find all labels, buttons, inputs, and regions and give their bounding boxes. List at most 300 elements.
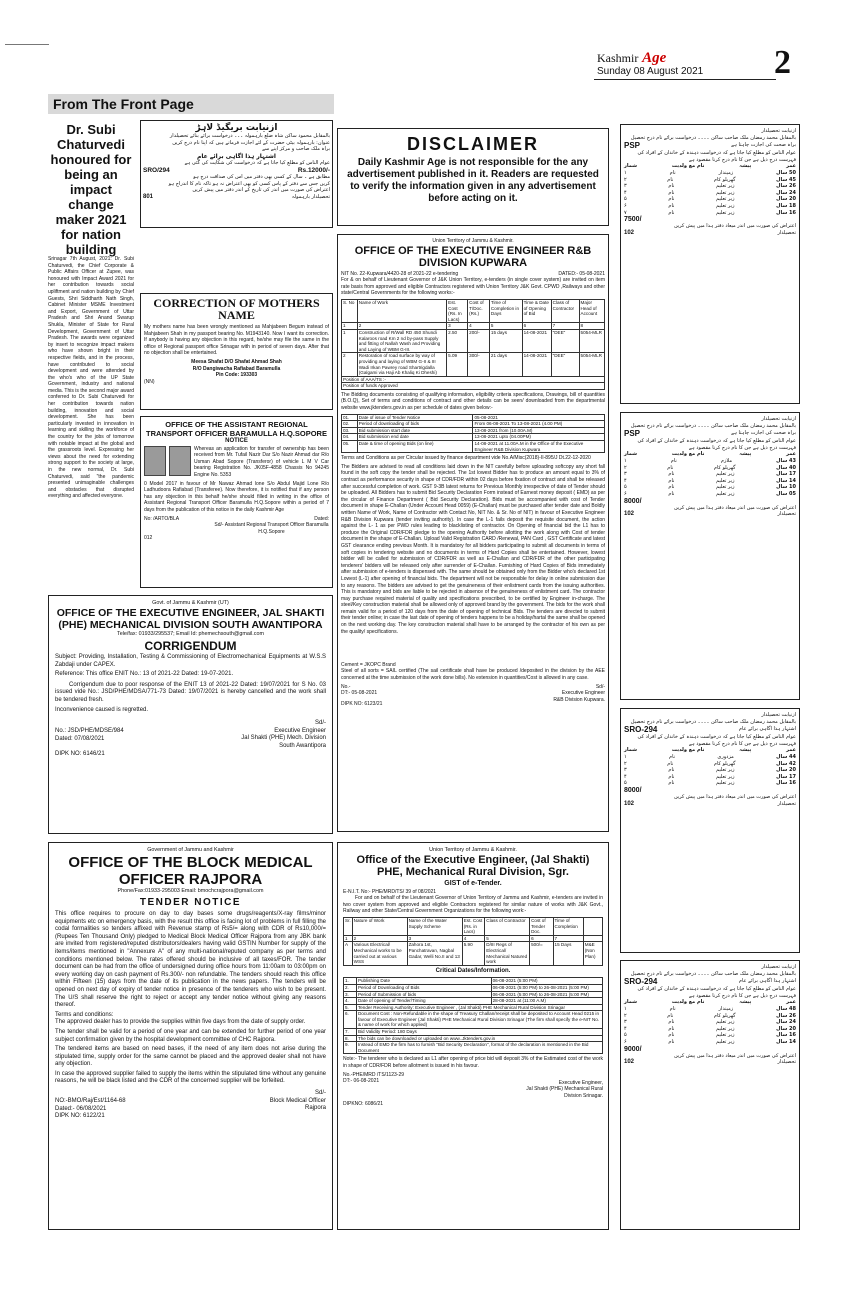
rb-r2-c4: 300/- — [468, 353, 490, 376]
urdu-cell: نام — [669, 753, 676, 760]
urdu-cell: 26 سال — [776, 183, 796, 190]
rb-sign3: R&B Division Kupwara. — [553, 696, 605, 703]
bmo-phone: Phone/Fax:01933-295003 Email: bmochcrajpora@gmail.com — [117, 888, 264, 894]
un3-h2: نام مع ولدیت — [671, 747, 705, 754]
urdu-cell: نام — [668, 477, 675, 484]
arto-no: No: /ARTO/BLA — [144, 515, 180, 522]
list-item — [624, 754, 796, 761]
un3-h1: شمار — [624, 747, 638, 754]
urdu-cell: 14 سال — [776, 1038, 796, 1045]
arto-dated: Dated: — [314, 515, 329, 522]
phe-sgr-num-6: 6 — [530, 935, 553, 942]
phe-sgr-title: Office of the Executive Engineer, (Jal Shakti) PHE, Mechanical Rural Division, Sgr. — [356, 854, 590, 878]
un1-header — [624, 163, 796, 170]
urdu-cell: زیر تعلیم — [716, 477, 735, 484]
urdu-cell: نام — [668, 767, 675, 774]
urdu-cell: نام — [667, 176, 674, 183]
disclaimer-text: Daily Kashmir Age is not responsible for the any advertisement published in it. Readers are requested to verify the information given in any advertisement before acting on it. — [347, 157, 599, 204]
rb-dated: DATED:- 05-08-2021 — [558, 270, 605, 277]
list-item — [624, 203, 796, 210]
urdu-cell: نام — [668, 484, 675, 491]
urdu-cell: نام — [667, 1012, 674, 1019]
phe-sgr-d9-b: Instead of EMD the firm has to furnish "Bid Security Declaration", format of the declaration is mentioned in the Bid Document — [356, 1042, 602, 1054]
correction-name: Meesa Shafat D/O Shafat Ahmad Shah — [191, 358, 282, 365]
urdu-cell: گھریلو کام — [713, 1012, 736, 1019]
rb-sign2: Executive Engineer — [561, 690, 605, 697]
un4-number: 102 — [624, 1059, 635, 1066]
table-row — [342, 434, 605, 441]
un4-footer: اعتراض کی صورت میں اندر میعاد دفتر ہذا میں پیش کریں — [673, 1052, 796, 1059]
bmo-dipk: DIPK NO: 6122/21 — [55, 1113, 105, 1120]
table-row — [344, 978, 603, 985]
table-row — [342, 414, 605, 421]
un3-number: 102 — [624, 800, 635, 807]
urdu-cell: نام — [668, 773, 675, 780]
urdu-cell: 17 سال — [776, 773, 796, 780]
phe-south-dated: Dated: 07/08/2021 — [55, 735, 105, 742]
urdu-cell: 24 سال — [776, 1019, 796, 1026]
un2-h2: نام مع ولدیت — [671, 451, 705, 458]
un1-body: عوام الناس کو مطلع کیا جاتا ہے کہ درخواست دہندہ کے خاندان کے افراد کی فہرست درج ذیل ہے جن کا نام درج کرنا مقصود ہے — [637, 150, 796, 163]
rb-r2-c5: 21 days — [489, 353, 522, 376]
bmo-para1: This office requires to procure on day to day bases some drugs/reagents/X-ray films/minor equipments etc on emergency basis, with the result this office is facing lot of problems in full filling the codal formalities so tenders affixed with Revenue stamp of Rs5/= along with CDR of Rs10,000/=(Rupees Ten Thousand Only) pledged to Medical Block Medical Officer Rajpora from any JBK bank are invited from registered/reputed distributors/dealers having valid GSTIN Number for supply of the items/items mentioned in "Annexure A" of any multi-national/reputed company as per terms and conditions mentioned below. The rates offered should be inclusive of all taxes/FOR. The tender document can be had from the office of undersigned during office hours from 11:00am to 03:00pm on every working day on cash payment of Rs.300/- non refundable. The tenders should reach this office within Fifteen (15) days from the date of its publication in the news papers. The tenders will be opened on next day of expiry of tender notice in presence of the tenderers who wish to be present. The U/S shall reserve the right to reject or accept any tender notice without giving any reasons thereof. — [55, 911, 326, 1009]
urdu-cell: زیر تعلیم — [716, 1038, 735, 1045]
list-item — [624, 465, 796, 472]
phe-sgr-r-5: D/III Regs of Electrical/ Mechanical Natured work — [485, 942, 530, 965]
urdu-cell: زمیندار — [718, 169, 734, 176]
masthead-date: Sunday 08 August 2021 — [597, 66, 704, 77]
rb-num-4: 4 — [468, 323, 490, 330]
rb-s1-b: Date of issue of Tender Notice — [357, 414, 473, 421]
phe-south-dipk: DIPK NO: 6146/21 — [55, 751, 105, 758]
urdu-cell: نام — [668, 1019, 675, 1026]
phe-sgr-num-4: 4 — [462, 935, 485, 942]
phe-sgr-d5-a: 5. — [344, 1004, 357, 1011]
urdu-notice-line-5: عوام الناس کو مطلع کیا جاتا ہے کہ درخواست کی شکایت کی گئی ہے — [184, 160, 330, 167]
phe-south-sign4: South Awantipora — [279, 742, 326, 749]
rb-ut: Union Territory of Jammu & Kashmir. — [432, 238, 514, 244]
rb-s5-b: Date & time of opening Bids (on line) — [357, 441, 473, 453]
urdu-family-notice-2 — [620, 412, 800, 700]
urdu-cell: ۴ — [624, 477, 627, 484]
list-item — [624, 183, 796, 190]
urdu-family-notice-3 — [620, 708, 800, 953]
arto-title: OFFICE OF THE ASSISTANT REGIONAL TRANSPORT OFFICER BARAMULLA H.Q.SOPORE — [146, 420, 327, 438]
un4-title: ازنیابت تحصیلدار — [761, 964, 796, 970]
rb-th-sno: S. No — [342, 299, 358, 322]
urdu-cell: نام — [668, 1038, 675, 1045]
rb-r2-c8: 5054-MLR — [579, 353, 604, 376]
urdu-cell: 18 سال — [776, 202, 796, 209]
phe-sgr-note: Note:- The tenderer who is declared as L1 after opening of price bid will deposit 3% of the Estimated cost of the work in shape of CDR/FDR before allotment is issued in his favour. — [343, 1056, 603, 1070]
rb-r1-c6: 14-08-2021 — [522, 329, 551, 352]
rb-s3-a: 03. — [342, 427, 358, 434]
un4-psp: SRO-294 — [624, 977, 658, 987]
phe-south-regret: Inconvenience caused is regretted. — [55, 706, 149, 713]
urdu-cell: نام — [668, 202, 675, 209]
un4-fee: 9000/ — [624, 1045, 642, 1053]
arto-sign: Sd/- Assistant Regional Transport Officer Baramulla H.Q.Sopore — [214, 522, 329, 535]
un3-footer: اعتراض کی صورت میں اندر میعاد دفتر ہذا میں پیش کریں — [673, 793, 796, 800]
un3-header — [624, 747, 796, 754]
un1-h3: پیشہ — [739, 163, 752, 170]
list-item — [624, 780, 796, 787]
un3-psp: SRO-294 — [624, 725, 658, 735]
list-item — [624, 767, 796, 774]
list-item — [624, 210, 796, 217]
bmo-para3: The tender shall be valid for a period of one year and can be extended for further period of one year subject confirmation given by the hospital development committee of CHC Rajpora. — [55, 1028, 326, 1043]
phe-south-subtitle: CORRIGENDUM — [144, 639, 237, 653]
rb-r1-c7: "DEE" — [551, 329, 579, 352]
phe-sgr-intro: For and on behalf of the Lieutenant Governor of Union Territory of Jammu and Kashmir, e-tenders are invited in two cover system from approved and eligible Contractors registered for similar nature of works with J&K Govt., Railway and other State/Central Government Organizations for the following work:- — [343, 895, 603, 915]
un2-body: عوام الناس کو مطلع کیا جاتا ہے کہ درخواست دہندہ کے خاندان کے افراد کی فہرست درج ذیل ہے جن کا نام درج کرنا مقصود ہے — [637, 438, 796, 451]
arto-notice — [140, 416, 333, 588]
arto-photo — [144, 446, 166, 476]
phe-sgr-r-7: 15 Days — [553, 942, 583, 965]
rb-title: OFFICE OF THE EXECUTIVE ENGINEER R&B DIVISION KUPWARA — [354, 244, 592, 269]
phe-sgr-dt: DT:- 06-08-2021 — [343, 1078, 380, 1085]
rb-s2-b: Period of downloading of bids — [357, 421, 473, 428]
urdu-cell: زیر تعلیم — [716, 773, 735, 780]
bmo-para5: In case the approved supplier failed to supply the items within the stipulated time without any genuine reasons, he will be black listed and the CDR of the concerned supplier will be forfeited. — [55, 1070, 326, 1085]
phe-sgr-d5-b: Tender Receiving Authority: Executive Engineer , (Jal Shakti) PHE Mechanical Rural Division Srinagar — [356, 1004, 602, 1011]
urdu-cell: ۳ — [624, 1019, 627, 1026]
urdu-cell: ۵ — [624, 780, 627, 787]
un1-psp: PSP — [624, 141, 641, 151]
urdu-notice-line-8: اعتراض کی صورت میں اندر کی تاریخ کے اندر دفتر میں پیش کریں — [192, 187, 330, 194]
urdu-notice-tehsildar — [140, 120, 333, 228]
un3-sign: تحصیلدار — [777, 800, 796, 807]
urdu-cell: نام — [670, 457, 677, 464]
phe-sgr-th-7: Time of Completion — [553, 917, 583, 935]
list-item — [624, 1013, 796, 1020]
urdu-cell: 44 سال — [776, 753, 796, 760]
rb-intro: For & on behalf of Lieutenant Governor of J&K Union Territory, e-tenders (in single cover system) are invited on item rate basis from approved and eligible Contractors registered with Union Territory J&K Govt. CPWD ,Railways and other state/Central Governments for the following works:- — [341, 277, 605, 297]
un2-intro: بالمقابل محمد رمضان ملک صاحب ساکن ۔۔۔۔ درخواست برائے نام درج تحصیل — [630, 422, 796, 429]
table-row — [344, 991, 603, 998]
table-row — [344, 984, 603, 991]
arto-body: 0 Model 2017 in favour of Mr Nawaz Ahmad lone S/o Abdul Majid Lone R/o Ladhudoora Rafiabad (Transferee). Now therefore, it is notified that if any person has any objection in this behalf he/she should filled in writing in the office of Assistant Regional Transport Officer Baramulla H.Q.Sopore within a period of 7 days from the publication of this notice in the daily Kashmir Age — [144, 480, 329, 513]
phe-sgr-th-4: Est. Cost (Rs. in Lacs) — [462, 917, 485, 935]
rb-dt: DT:- 05-08-2021 — [341, 690, 378, 697]
phe-sgr-d6-b: Document Cost : Non-Refundable in the shape of Treasury Challan/receipt shall be deposited to Account Head 0215 in favour of Executive Engineer (Jal Shakti) PHE Mechanical Rural Division Srinagar (The firm shall specify the e-NIT No. & name of work for which applied) — [356, 1011, 602, 1029]
bmo-title: OFFICE OF THE BLOCK MEDICAL OFFICER RAJPORA — [68, 854, 313, 888]
un3-sub: اشتہار ہذا اگاہی برائے عام — [738, 726, 796, 733]
phe-sgr-th-5: Class of Contractor — [485, 917, 530, 935]
table-row — [342, 441, 605, 453]
urdu-cell: گھریلو کام — [713, 760, 736, 767]
un2-h1: شمار — [624, 451, 638, 458]
rb-r1-c3: 2.50 — [447, 329, 468, 352]
urdu-cell: نام — [668, 189, 675, 196]
urdu-cell: ۷ — [624, 209, 627, 216]
rb-sign1: Sd/- — [595, 683, 605, 690]
un4-header — [624, 999, 796, 1006]
arto-body-top: Whereas an application for transfer of ownership has been received from Mr. Tufail Nazir Dar S/o Nazir Ahmad dar R/o Usman Abad Sopore (Transferor) of vehicle L M V Car bearing Registration No. JK05F-4858 Chassis No 94245 Engine No. 5353 — [194, 445, 329, 478]
urdu-cell: ۴ — [624, 189, 627, 196]
phe-sgr-nit: E-N.I.T. No:- PHE/MRD/TS/ 39 of 08/2021 — [343, 888, 437, 895]
rb-r2-c6: 14-08-2021 — [522, 353, 551, 376]
correction-notice — [140, 293, 333, 410]
un2-sign: تحصیلدار — [777, 511, 796, 518]
phe-sgr-r-1: A — [344, 942, 353, 965]
phe-sgr-dates-table — [343, 977, 603, 1054]
rb-num-2: 2 — [357, 323, 446, 330]
un1-sign: تحصیلدار — [777, 229, 796, 236]
rb-works-table — [341, 299, 605, 390]
urdu-cell: نام — [668, 1032, 675, 1039]
rb-r1-c2: Construction of R/Wall RD 450 Shundi Kalaroos road Km 2 nd by-pass Supply and fitting of Nallah Wash and Providing and Laying of WBM G-III. — [357, 329, 446, 352]
phe-sgr-r-4: 5.90 — [462, 942, 485, 965]
urdu-cell: نام — [668, 196, 675, 203]
phe-srinagar-notice — [337, 842, 609, 1230]
rb-pos2: Position of funds Approved — [342, 383, 605, 390]
urdu-cell: ۱ — [624, 457, 627, 464]
phe-sgr-th-1: Sr. — [344, 917, 353, 935]
urdu-cell: 16 سال — [776, 780, 796, 787]
urdu-cell: زیر تعلیم — [716, 1025, 735, 1032]
urdu-notice-sro: SRO/294 — [143, 166, 170, 174]
list-item — [624, 170, 796, 177]
phe-south-no: No.: JSD/PHE/MDSE/984 — [55, 728, 124, 735]
correction-tag: (NN) — [144, 378, 155, 385]
urdu-cell: نام — [668, 471, 675, 478]
urdu-cell: ۲ — [624, 760, 627, 767]
urdu-cell: ۵ — [624, 196, 627, 203]
phe-sgr-d7-a: 7. — [344, 1029, 357, 1036]
un1-footer: اعتراض کی صورت میں اندر میعاد دفتر ہذا میں پیش کریں — [673, 223, 796, 230]
urdu-cell: زیر تعلیم — [716, 780, 735, 787]
phe-sgr-dates-title: Critical Dates/Information. — [435, 967, 511, 974]
list-item — [624, 1019, 796, 1026]
phe-sgr-num-2: 2 — [352, 935, 407, 942]
list-item — [624, 458, 796, 465]
bmo-notice — [48, 842, 333, 1230]
phe-sgr-d1-b: Publishing Date — [356, 978, 491, 985]
rb-s4-c: 13-08-2021 upto (04.00PM) — [473, 434, 605, 441]
list-item — [624, 491, 796, 498]
un4-h3: پیشہ — [739, 999, 752, 1006]
list-item — [624, 1006, 796, 1013]
phe-south-sign1: Sd/- — [314, 720, 326, 727]
phe-sgr-r-8: M&E (Non Plan) — [583, 942, 602, 965]
rb-r1-c4: 200/- — [468, 329, 490, 352]
urdu-cell: 42 سال — [776, 760, 796, 767]
phe-sgr-sign1: Executive Engineer, — [558, 1079, 603, 1086]
urdu-cell: 48 سال — [776, 1005, 796, 1012]
bmo-para2: The approved dealer has to provide the supplies within five days from the date of supply order. — [55, 1019, 306, 1026]
phe-sgr-d3-b: Period of Submission of bids — [356, 991, 491, 998]
phe-sgr-r-3: Zahora 1st, Panchatravan, Nagbal Gadar, Welli No.II and 13 — [407, 942, 462, 965]
phe-sgr-d4-b: Date of opening of Tender/Timing — [356, 998, 491, 1005]
phe-sgr-d6-a: 6. — [344, 1011, 357, 1029]
rb-r2-c7: "DEE" — [551, 353, 579, 376]
list-item — [624, 761, 796, 768]
urdu-notice-line-2: عنوان: بارہمولہ بیٹی حضرت کے لئے اجازت فرماتے ہیں کہ اپنا نام درج کریں — [172, 139, 330, 146]
un1-intro: بالمقابل محمد رمضان ملک صاحب ساکن ۔۔۔۔ درخواست برائے نام درج تحصیل — [630, 134, 796, 141]
urdu-family-notice-1 — [620, 124, 800, 404]
list-item — [624, 1039, 796, 1046]
phe-sgr-d9-a: 9. — [344, 1042, 357, 1054]
urdu-notice-line-3: براہ ملک صاحب و مرکز اپنے سے — [262, 146, 330, 153]
urdu-cell: ملازم — [720, 457, 733, 464]
top-left-rule — [5, 44, 49, 45]
urdu-notice-line-6: مطابق ہے ۔ سال کے کسی بھی دفتر میں اس کی صداقت درج ہو — [193, 173, 330, 180]
rb-num-6: 6 — [522, 323, 551, 330]
rb-no: No.- — [341, 683, 351, 690]
rb-nit: NIT No. 22-Kupwara/4420-28 of 2021-22 e-tendering — [341, 270, 459, 277]
phe-south-tel: Tele/fax: 01933/295537; Email Id: phemechsouth@gmail.com — [117, 631, 264, 637]
phe-sgr-subtitle: GIST of e-Tender. — [444, 880, 502, 887]
urdu-cell: نام — [667, 760, 674, 767]
phe-south-sign3: Jal Shakti (PHE) Mech. Division — [241, 735, 326, 742]
urdu-cell: زیر تعلیم — [716, 484, 735, 491]
urdu-cell: ۶ — [624, 202, 627, 209]
rb-num-8: 8 — [579, 323, 604, 330]
urdu-cell: زیر تعلیم — [716, 196, 735, 203]
rb-cement: Cement = JKOPC Brand — [341, 661, 396, 668]
phe-sgr-d7-b: Bid Validity Period: 180 Days — [356, 1029, 602, 1036]
list-item — [624, 478, 796, 485]
un1-number: 102 — [624, 229, 635, 236]
urdu-cell: نام — [669, 169, 676, 176]
rb-s5-c: 14-08-2021 at 11.00A.M in the Office of the Executive Engineer R&B Division Kupwara — [473, 441, 605, 453]
rb-th-cost: Est. Cost (Rs. In Lacs) — [447, 299, 468, 322]
urdu-cell: زیر تعلیم — [716, 202, 735, 209]
urdu-cell: زیر تعلیم — [716, 1019, 735, 1026]
urdu-cell: ۱ — [624, 169, 627, 176]
un2-sub: براہ صحت کی اجازت چاہتا ہے — [731, 430, 796, 437]
rb-r2-c1: 2 — [342, 353, 358, 376]
rb-dipk: DIPK NO: 6123/21 — [341, 700, 383, 707]
rb-r2-c2: Restoration of road surface by way of providing and laying of WBM G-II & III Wadi Irkan Pawrey road Shartrigdalla (Galgami via Haji Ab Khaliq Ki Dheshi) — [357, 353, 446, 376]
un2-h3: پیشہ — [739, 451, 752, 458]
table-row — [344, 942, 603, 965]
table-row — [342, 427, 605, 434]
rb-s2-a: 02. — [342, 421, 358, 428]
brand-age: Age — [642, 50, 667, 66]
un1-h2: نام مع ولدیت — [671, 163, 705, 170]
phe-sgr-works-table — [343, 917, 603, 966]
correction-address: R/O Dangiwacha Rafiabad Baramulla — [192, 365, 281, 372]
rb-pos1: Position of AAA/TS :- — [342, 376, 605, 383]
list-item — [624, 471, 796, 478]
un2-h4: عمر — [786, 451, 796, 458]
urdu-cell: نام — [668, 780, 675, 787]
phe-south-title: OFFICE OF THE EXECUTIVE ENGINEER, JAL SHAKTI (PHE) MECHANICAL DIVISION SOUTH AWANTIPORA — [56, 607, 325, 631]
urdu-cell: نام — [668, 1025, 675, 1032]
rb-s4-b: Bid submission end date — [357, 434, 473, 441]
rb-s1-c: 05-08-2021 — [473, 414, 605, 421]
phe-sgr-d3-a: 3. — [344, 991, 357, 998]
un1-fee: 7500/ — [624, 216, 642, 224]
urdu-cell: مزدوری — [717, 753, 734, 760]
rb-steel: Steel of all sorts = SAIL certified (The sail certificate shall have be produced /deposited in the division by the AEE concerned at the time submission of the work done bills). No extension in quantities/Cost is allowed in any case. — [341, 668, 605, 681]
urdu-notice-signature: تحصیلدار بارہمولہ — [291, 193, 330, 200]
bmo-sign2: Block Medical Officer — [269, 1097, 326, 1104]
phe-sgr-num-1: 1 — [344, 935, 353, 942]
un4-sub: اشتہار ہذا اگاہی برائے عام — [738, 978, 796, 985]
phe-sgr-sign2: Jal Shakti (PHE) Mechanical Rural — [526, 1086, 603, 1093]
rb-num-3: 3 — [447, 323, 468, 330]
table-row — [344, 998, 603, 1005]
un3-title: ازنیابت تحصیلدار — [761, 712, 796, 718]
urdu-cell: نام — [667, 464, 674, 471]
rb-r1-c1: 1 — [342, 329, 358, 352]
urdu-cell: 16 سال — [776, 209, 796, 216]
un1-sub: براہ صحت کی اجازت چاہتا ہے — [731, 142, 796, 149]
phe-sgr-num-8 — [583, 935, 602, 942]
urdu-cell: 16 سال — [776, 1032, 796, 1039]
un4-h1: شمار — [624, 999, 638, 1006]
urdu-cell: زیر تعلیم — [716, 490, 735, 497]
un2-number: 102 — [624, 511, 635, 518]
phe-sgr-d4-a: 4. — [344, 998, 357, 1005]
list-item — [624, 484, 796, 491]
un4-body: عوام الناس کو مطلع کیا جاتا ہے کہ درخواست دہندہ کے خاندان کے افراد کی فہرست درج ذیل ہے جن کا نام درج کرنا مقصود ہے — [637, 986, 796, 999]
table-row — [344, 1035, 603, 1042]
article-body: Srinagar 7th August, 2021: Dr. Subi Chaturvedi, the Chief Corporate & Public Affairs Officer at Zupee, was honoured with Impact Award 2021 for her contribution towards social upliftment and nation building by Chief Guests, Shri Siddharth Nath Singh, Cabinet Minister MSME Investment and Export, Government of Uttar Pradesh and Shri Anand Swarup Shukla, Minister of State for Rural Development, Government of Uttar Pradesh. The awards were organized by insert to recognize impact makers who have shown bright in their respective fields, and in the process, have contributed to social development and were attended by the who's who of the UP State Government, industry and national media. This is the second major award conferred to Dr. Subi Chaturvedi for her contribution towards nation building, innovation and social development. She has been particularly invested in innovation in learning and skilling the workforce of the country for the jobs of tomorrow with notable impact at the global and the grassroots level. Expressing her views about the need for extending strong support to the society at large, in the new normal, Dr. Subi Chaturvedi, said "the pandemic presented unimaginable challenges and obstacles that disrupted everything and affected everyone. — [48, 256, 134, 500]
un2-title: ازنیابت تحصیلدار — [761, 416, 796, 422]
phe-sgr-d8-a: 8. — [344, 1035, 357, 1042]
un3-intro: بالمقابل محمد رمضان ملک صاحب ساکن ۔۔۔۔ درخواست برائے نام درج تحصیل — [630, 718, 796, 725]
phe-sgr-no: No.-PHE/MRD /TS/1123-29 — [343, 1071, 405, 1078]
urdu-cell: 26 سال — [776, 1012, 796, 1019]
urdu-notice-line-1: بالمقابل محمود ساکن شاہ ضلع بارہمولہ ۔۔۔ درخواست برائے بنائے تحصیلدار — [169, 133, 330, 139]
un1-title: ازنیابت تحصیلدار — [761, 128, 796, 134]
table-row — [344, 1042, 603, 1054]
urdu-cell: ۲ — [624, 464, 627, 471]
urdu-family-notice-4 — [620, 960, 800, 1230]
urdu-notice-title: ازنیابت بریگیڈ لاہڑ — [195, 123, 278, 133]
urdu-cell: 17 سال — [776, 471, 796, 478]
urdu-cell: ۴ — [624, 773, 627, 780]
un2-footer: اعتراض کی صورت میں اندر میعاد دفتر ہذا میں پیش کریں — [673, 504, 796, 511]
urdu-cell: ۱ — [624, 1005, 627, 1012]
phe-sgr-d2-a: 2. — [344, 984, 357, 991]
list-item — [624, 1026, 796, 1033]
urdu-cell: ۲ — [624, 176, 627, 183]
un3-fee: 8000/ — [624, 786, 642, 794]
urdu-cell: نام — [669, 1005, 676, 1012]
rb-s1-a: 01. — [342, 414, 358, 421]
phe-south-sign2: Executive Engineer — [274, 727, 326, 734]
phe-sgr-num-5: 5 — [485, 935, 530, 942]
urdu-cell: 24 سال — [776, 189, 796, 196]
table-row — [342, 353, 605, 376]
rb-th-head: Major Head of Account — [579, 299, 604, 322]
urdu-cell: زمیندار — [718, 1005, 734, 1012]
un4-h2: نام مع ولدیت — [671, 999, 705, 1006]
urdu-cell: گھریلو کام — [713, 176, 736, 183]
un1-h4: عمر — [786, 163, 796, 170]
urdu-cell: ۳ — [624, 471, 627, 478]
rb-num-1: 1 — [342, 323, 358, 330]
urdu-cell: نام — [668, 183, 675, 190]
phe-south-reference: Reference: This office ENIT No.: 13 of 2021-22 Dated: 19-07-2021. — [55, 671, 234, 678]
urdu-cell: 43 سال — [776, 457, 796, 464]
urdu-cell: 50 سال — [776, 169, 796, 176]
table-row — [344, 1011, 603, 1029]
rb-r2-c3: 5.09 — [447, 353, 468, 376]
urdu-cell: 14 سال — [776, 477, 796, 484]
phe-sgr-d4-c: 28-08-2021 at (11:00 A.M) — [491, 998, 602, 1005]
urdu-cell: ۴ — [624, 1025, 627, 1032]
rb-th-open: Time & Date of Opening of Bid — [522, 299, 551, 322]
un4-sign: تحصیلدار — [777, 1059, 796, 1066]
un2-fee: 8000/ — [624, 497, 642, 505]
urdu-cell: 10 سال — [776, 484, 796, 491]
